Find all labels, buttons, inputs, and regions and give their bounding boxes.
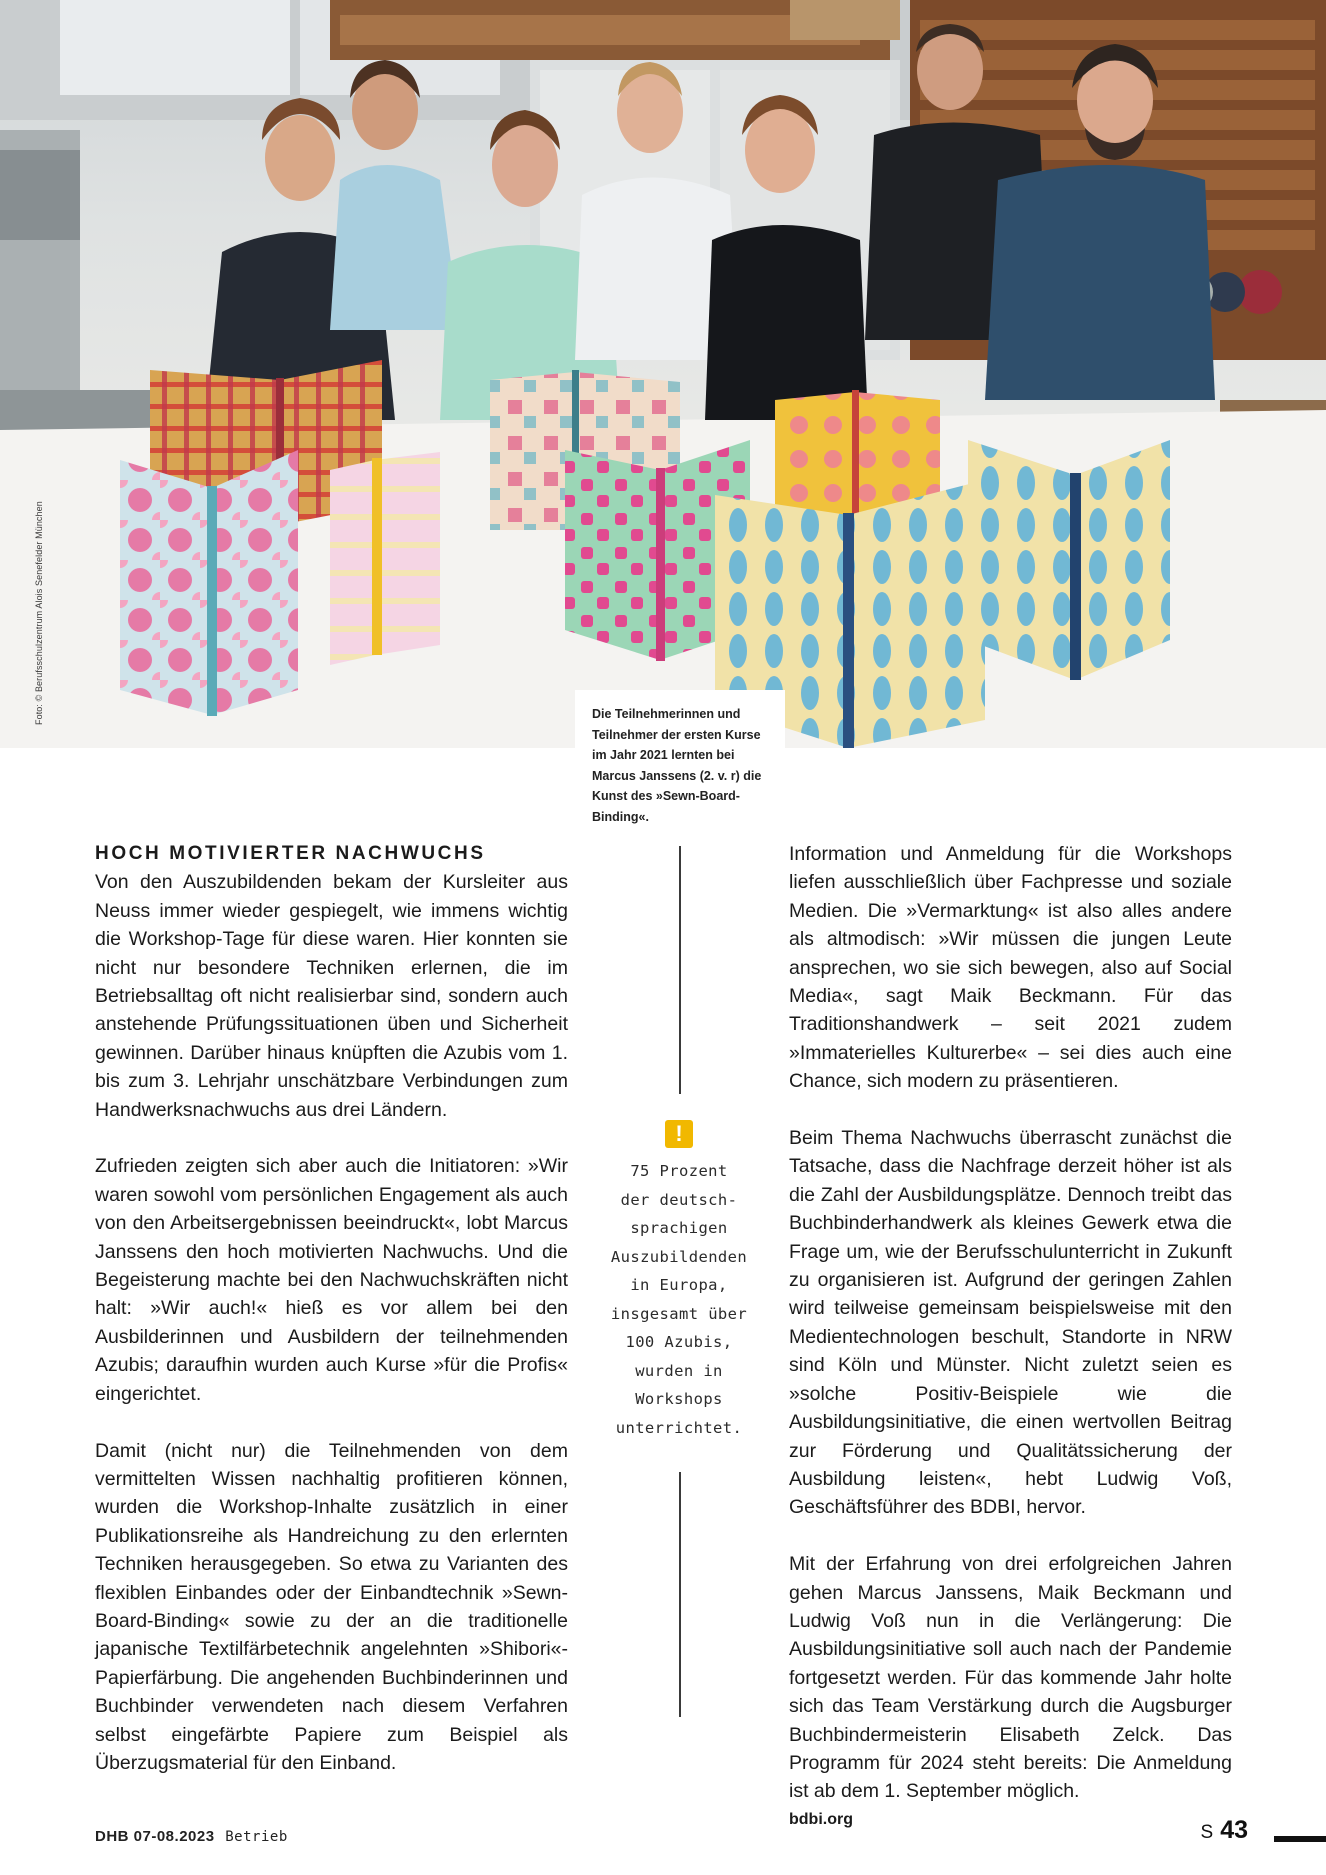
highlight-line: 100 Azubis,	[625, 1333, 733, 1351]
highlight-divider-top	[679, 846, 681, 1094]
highlight-line: unterrichtet.	[615, 1418, 743, 1437]
source-link[interactable]: bdbi.org	[789, 1810, 853, 1828]
paragraph: Beim Thema Nachwuchs überrascht zunächst die Tatsache, dass die Nachfrage derzeit höher ist als die Zahl der Ausbildungsplätze. Dennoch treibt das Buchbinderhandwerk als kleines Gewerk etwa die Frage um, wie der Berufsschulunterricht in Zukunft zu organisieren ist. Aufgrund der geringen Zahlen wird teilweise gemeinsam beispielsweise mit den Medientechnologen beschult, Standorte in NRW sind Köln und Münster. Nicht zuletzt seien es »solche Positiv-Beispiele wie die Ausbildungsinitiative, die einen wertvollen Beitrag zur Förderung und Qualitätssicherung der Ausbildung leisten«, hebt Ludwig Voß, Geschäftsführer des BDBI, hervor.	[789, 1127, 1232, 1519]
exclamation-icon: !	[665, 1120, 693, 1148]
magazine-issue: DHB 07-08.2023	[95, 1828, 215, 1845]
highlight-line: 75 Prozent	[630, 1162, 728, 1180]
page-number	[1201, 1816, 1249, 1845]
footer-publication	[95, 1828, 288, 1845]
photo-credit: Foto: © Berufsschulzentrum Alois Senefelder München	[34, 501, 44, 725]
article-column-left	[95, 840, 568, 1806]
highlight-line: sprachigen	[630, 1219, 728, 1237]
section-heading: HOCH MOTIVIERTER NACHWUCHS	[95, 843, 486, 864]
page-number-value: 43	[1220, 1816, 1248, 1844]
highlight-line: in Europa,	[630, 1276, 728, 1294]
highlight-quote	[596, 1157, 762, 1442]
highlight-line: wurden in	[635, 1361, 723, 1380]
footer-rule	[1274, 1836, 1326, 1842]
highlight-line: insgesamt über	[610, 1304, 748, 1323]
photo-caption: Die Teilnehmerinnen und Teilnehmer der ersten Kurse im Jahr 2021 lernten bei Marcus Janssens (2. v. r) die Kunst des »Sewn-Board-Binding«.	[575, 690, 785, 830]
article-column-right	[789, 840, 1232, 1834]
paragraph: Damit (nicht nur) die Teilnehmenden von dem vermittelten Wissen nachhaltig profitieren können, wurden die Workshop-Inhalte zusätzlich in einer Publikationsreihe als Handreichung zu den erlernten Techniken herausgegeben. So etwa zu Varianten des flexiblen Einbandes oder der Einbandtechnik »Sewn-Board-Binding« sowie zu der an die traditionelle japanische Textilfärbetechnik angelehnten »Shibori«-Papierfärbung. Die angehenden Buchbinderinnen und Buchbinder verwendeten nach diesem Verfahren selbst eingefärbte Papiere zum Beispiel als Überzugsmaterial für den Einband.	[95, 1439, 568, 1774]
article-photo	[0, 0, 1326, 748]
paragraph: Von den Auszubildenden bekam der Kursleiter aus Neuss immer wieder gespiegelt, wie immens wichtig die Workshop-Tage für diese waren. Hier konnten sie nicht nur besondere Techniken erlernen, die im Betriebsalltag oft nicht realisierbar sind, sondern auch anstehende Prüfungssituationen üben und Sicherheit gewinnen. Darüber hinaus knüpften die Azubis vom 1. bis zum 3. Lehrjahr unschätzbare Verbindungen zum Handwerksnachwuchs aus drei Ländern.	[95, 871, 568, 1121]
section-name: Betrieb	[225, 1829, 288, 1845]
highlight-divider-bottom	[679, 1472, 681, 1717]
highlight-line: Auszubildenden	[610, 1247, 748, 1266]
highlight-line: Workshops	[635, 1390, 723, 1408]
page-prefix: S	[1200, 1822, 1215, 1843]
workshop-group-photo	[0, 0, 1326, 748]
paragraph: Mit der Erfahrung von drei erfolgreichen Jahren gehen Marcus Janssens, Maik Beckmann und Ludwig Voß nun in die Verlängerung: Die Ausbildungsinitiative soll auch nach der Pandemie fortgesetzt werden. Für das kommende Jahr holte sich das Team Verstärkung durch die Augsburger Buchbindermeisterin Elisabeth Zelck. Das Programm für 2024 steht bereits: Die Anmeldung ist ab dem 1. September möglich.	[789, 1553, 1232, 1803]
highlight-line: der deutsch-	[620, 1190, 738, 1209]
paragraph: Zufrieden zeigten sich aber auch die Initiatoren: »Wir waren sowohl vom persönlichen Engagement als auch von den Arbeitsergebnissen beeindruckt«, lobt Marcus Janssens den hoch motivierten Nachwuchs. Und die Begeisterung machte bei den Nachwuchskräften nicht halt: »Wir auch!« hieß es vor allem bei den Ausbilderinnen und Ausbildern der teilnehmenden Azubis; daraufhin wurden auch Kurse »für die Profis« eingerichtet.	[95, 1155, 568, 1405]
paragraph: Information und Anmeldung für die Workshops liefen ausschließlich über Fachpresse und soziale Medien. Die »Vermarktung« ist also alles andere als altmodisch: »Wir müssen die jungen Leute ansprechen, wo sie sich bewegen, also auf Social Media«, sagt Maik Beckmann. Für das Traditionshandwerk – seit 2021 zudem »Immaterielles Kulturerbe« – sei dies auch eine Chance, sich modern zu präsentieren.	[789, 843, 1232, 1093]
